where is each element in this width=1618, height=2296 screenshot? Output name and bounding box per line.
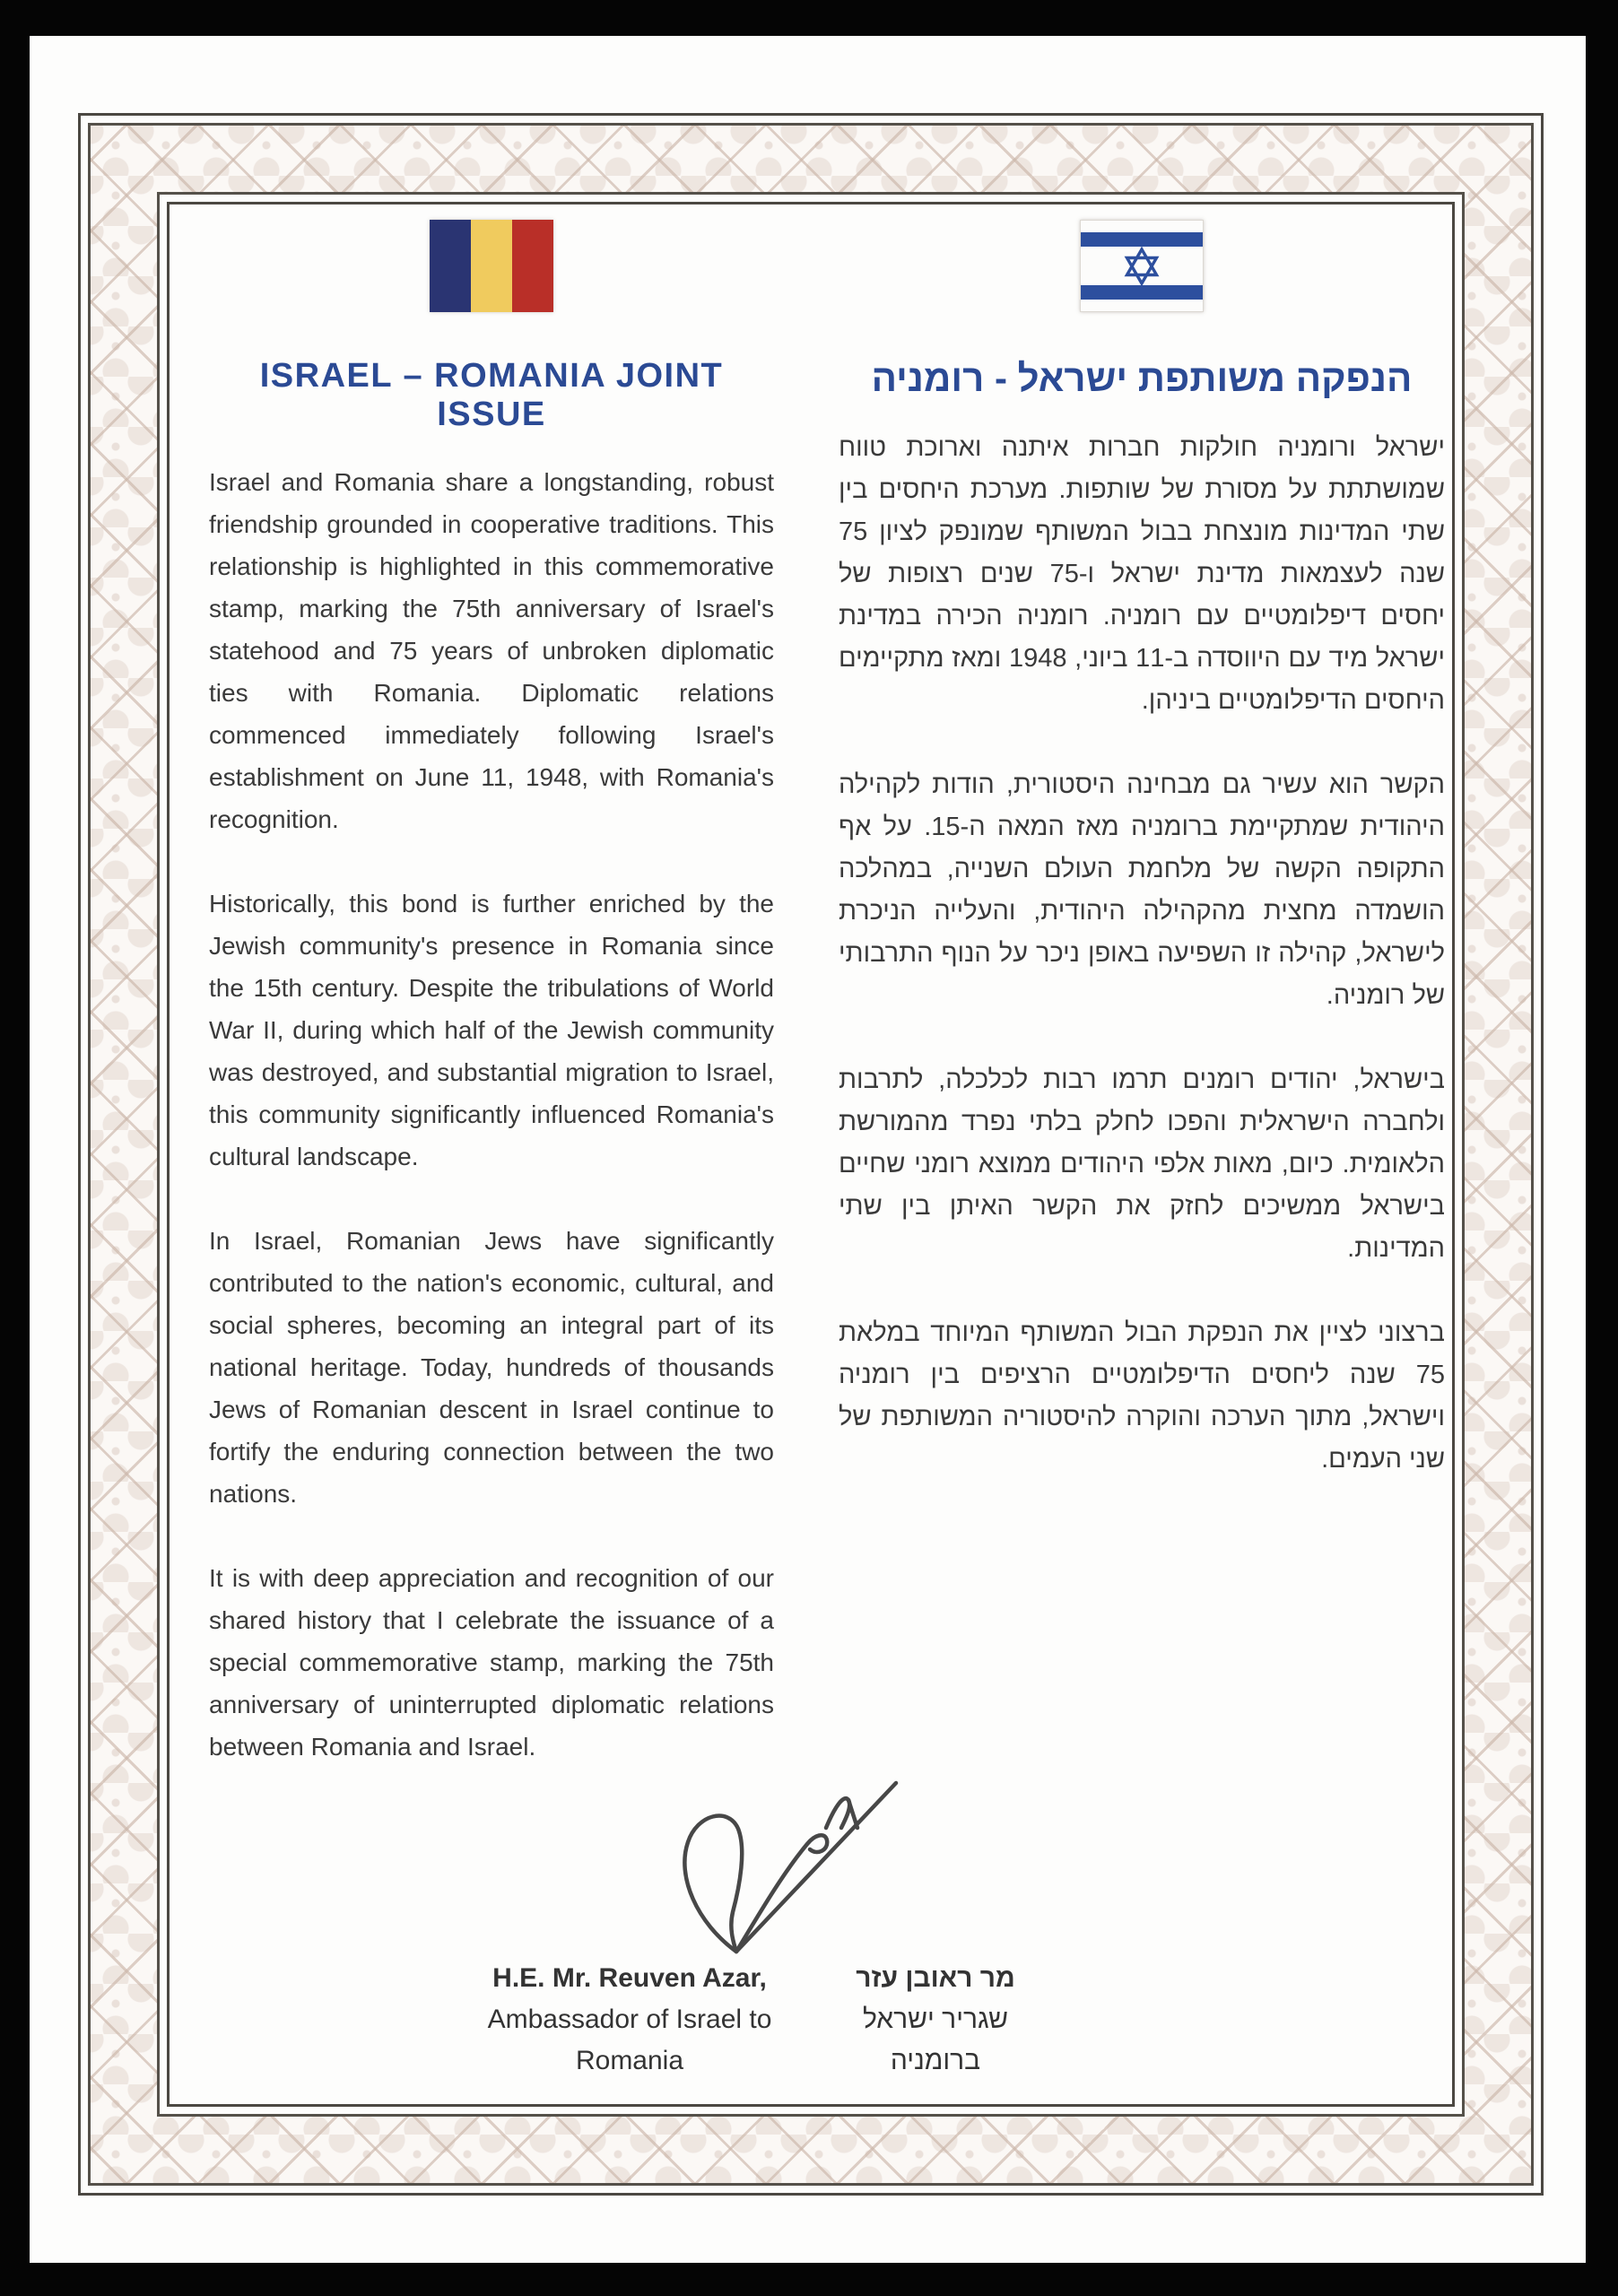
ornamental-border-band xyxy=(88,123,1534,2186)
star-of-david-icon xyxy=(1122,247,1161,286)
romania-flag-yellow-stripe xyxy=(471,220,512,312)
signatory-country-hebrew: ברומניה xyxy=(890,2046,981,2075)
outer-frame xyxy=(78,113,1544,2196)
document-paper xyxy=(30,36,1586,2263)
english-paragraph-3: In Israel, Romanian Jews have significantly contributed to the nation's economic, cultural, and social spheres, becoming an integral part of its national heritage. Today, hundreds of thousands Jews of Romanian descent in Israel continue to fortify the enduring connection between the two nations. xyxy=(209,1227,774,1508)
israel-flag-top-stripe xyxy=(1081,232,1203,247)
signatory-hebrew xyxy=(846,1958,1025,2082)
signatory-name-hebrew: מר ראובן עזר xyxy=(856,1963,1015,1993)
romania-flag-red-stripe xyxy=(512,220,553,312)
english-paragraph-1: Israel and Romania share a longstanding, robust friendship grounded in cooperative traditions. This relationship is highlighted in this commemorative stamp, marking the 75th anniversary of Israel's statehood and 75 years of unbroken diplomatic ties with Romania. Diplomatic relations commenced immediately following Israel's establishment on June 11, 1948, with Romania's recognition. xyxy=(209,468,774,833)
two-column-layout xyxy=(170,220,1452,1810)
romania-flag xyxy=(430,220,553,312)
romania-flag-blue-stripe xyxy=(430,220,471,312)
hebrew-paragraph-4: ברצוני לציין את הנפקת הבול המשותף המיוחד במלאת 75 שנה ליחסים הדיפלומטיים הרציפים בין רומניה וישראל, מתוך הערכה והוקרה להיסטוריה המשותפת של שני העמים. xyxy=(839,1318,1445,1474)
hebrew-paragraph-3: בישראל, יהודים רומנים תרמו רבות לכלכלה, לתרבות ולחברה הישראלית והפכו לחלק בלתי נפרד מהמורשת הלאומית. כיום, מאות אלפי היהודים ממוצא רומני שחיים בישראל ממשיכים לחזק את הקשר האיתן בין שתי המדינות. xyxy=(839,1065,1445,1263)
english-paragraph-4: It is with deep appreciation and recognition of our shared history that I celebrate the issuance of a special commemorative stamp, marking the 75th anniversary of uninterrupted diplomatic relations between Romania and Israel. xyxy=(209,1564,774,1761)
content-frame xyxy=(167,202,1455,2107)
english-body xyxy=(209,461,774,1768)
israel-flag xyxy=(1080,220,1204,312)
hebrew-paragraph-2: הקשר הוא עשיר גם מבחינה היסטורית, הודות לקהילה היהודית שמתקיימת ברומניה מאז המאה ה-15. על אף התקופה הקשה של מלחמת העולם השנייה, במהלכה הושמדה מחצית מהקהילה היהודית, והעלייה הניכרת לישראל, קהילה זו השפיעה באופן ניכר על הנוף התרבותי של רומניה. xyxy=(839,770,1445,1010)
hebrew-title: הנפקה משותפת ישראל - רומניה xyxy=(871,357,1413,399)
hebrew-column xyxy=(839,220,1445,1810)
hebrew-body xyxy=(839,427,1445,1481)
signatory-role-english: Ambassador of Israel to xyxy=(487,2005,772,2034)
inner-frame xyxy=(157,192,1465,2117)
signatory-country-english: Romania xyxy=(575,2046,684,2075)
signatory-role-hebrew: שגריר ישראל xyxy=(862,2005,1008,2034)
hebrew-paragraph-1: ישראל ורומניה חולקות חברות איתנה וארוכת טווח שמושתתת על מסורת של שותפות. מערכת היחסים בין שתי המדינות מונצחת בבול המשותף שמונפק לציון 75 שנה לעצמאות מדינת ישראל ו-75 שנים רצופות של יחסים דיפלומטיים עם רומניה. רומניה הכירה במדינת ישראל מיד עם היווסדה ב-11 ביוני, 1948 ומאז מתקיימים היחסים הדיפלומטיים ביניהן. xyxy=(839,433,1445,715)
english-title: ISRAEL – ROMANIA JOINT ISSUE xyxy=(259,357,724,433)
signature-scribble xyxy=(591,1772,914,1965)
signatory-block xyxy=(482,1958,1025,2082)
israel-flag-bottom-stripe xyxy=(1081,285,1203,300)
signatory-name-english: H.E. Mr. Reuven Azar, xyxy=(492,1963,767,1993)
english-paragraph-2: Historically, this bond is further enriched by the Jewish community's presence in Romania since the 15th century. Despite the tribulations of World War II, during which half of the Jewish community was destroyed, and substantial migration to Israel, this community significantly influenced Romania's cultural landscape. xyxy=(209,890,774,1170)
signatory-english xyxy=(482,1958,778,2082)
letter-content xyxy=(170,204,1452,2104)
english-column xyxy=(209,220,774,1810)
